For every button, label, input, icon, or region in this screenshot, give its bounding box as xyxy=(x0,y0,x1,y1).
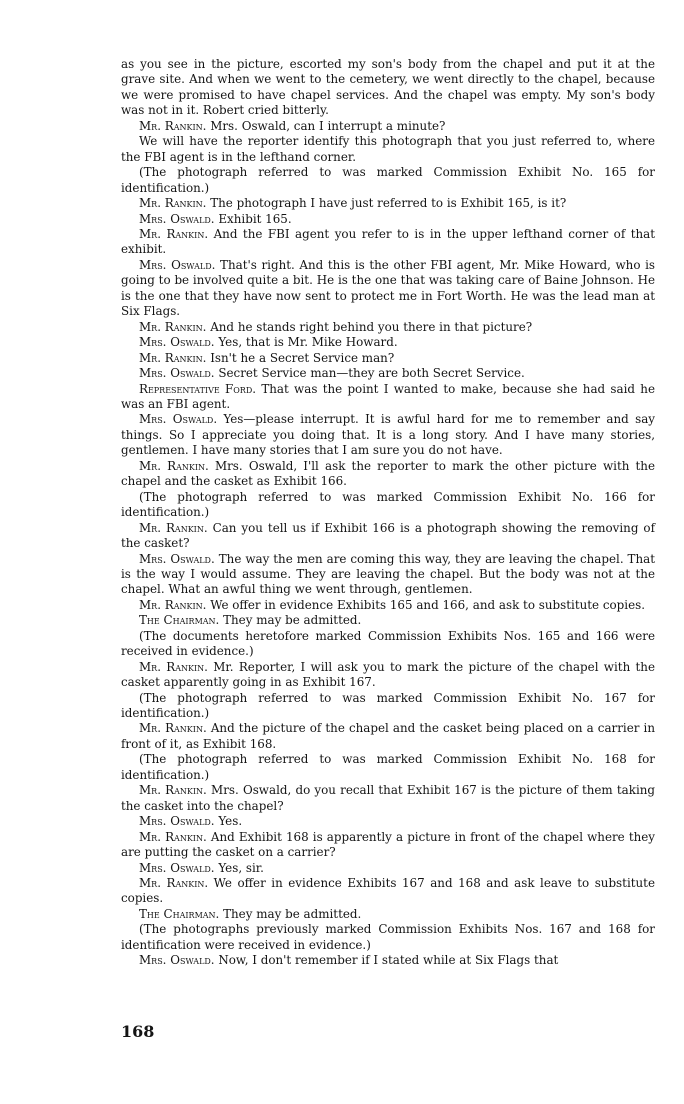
paragraph xyxy=(121,521,655,552)
paragraph-text: (The documents heretofore marked Commission Exhibits Nos. 165 and 166 were received in evidence.) xyxy=(121,628,655,659)
paragraph xyxy=(121,830,655,861)
speaker-label: Mr. Rankin. xyxy=(139,520,208,535)
transcript-body xyxy=(121,57,655,969)
paragraph xyxy=(121,196,655,211)
paragraph xyxy=(121,459,655,490)
speaker-label: Mrs. Oswald. xyxy=(139,551,215,566)
speaker-label: Representative Ford. xyxy=(139,381,257,396)
speaker-label: Mr. Rankin. xyxy=(139,196,207,211)
paragraph-text: They may be admitted. xyxy=(223,906,362,921)
speaker-label: Mrs. Oswald. xyxy=(139,814,215,829)
paragraph-text: (The photograph referred to was marked Commission Exhibit No. 166 for identification.) xyxy=(121,489,655,520)
paragraph xyxy=(121,134,655,165)
paragraph xyxy=(121,552,655,598)
paragraph xyxy=(121,119,655,134)
paragraph xyxy=(121,783,655,814)
paragraph-text: (The photograph referred to was marked Commission Exhibit No. 167 for identification.) xyxy=(121,690,655,721)
paragraph xyxy=(121,212,655,227)
speaker-label: Mrs. Oswald. xyxy=(139,412,218,427)
speaker-label: Mr. Rankin. xyxy=(139,876,209,891)
paragraph-text: That was the point I wanted to make, because she had said he was an FBI agent. xyxy=(121,381,655,411)
paragraph-text: Exhibit 165. xyxy=(218,211,292,226)
paragraph-text: as you see in the picture, escorted my son's body from the chapel and put it at the grave site. And when we went to the cemetery, we went directly to the chapel, because we were promised to have chapel services. And the chapel was empty. My son's body was not in it. Robert cried bitterly. xyxy=(121,57,655,118)
speaker-label: The Chairman. xyxy=(139,613,220,628)
page-number: 168 xyxy=(121,1022,155,1041)
paragraph xyxy=(121,907,655,922)
paragraph-text: Yes—please interrupt. It is awful hard for me to remember and say things. So I appreciate you doing that. It is a long story. And I have many stories, gentlemen. I have many stories that I am sure you do not have. xyxy=(121,412,655,458)
paragraph-text: Mrs. Oswald, I'll ask the reporter to mark the other picture with the chapel and the casket as Exhibit 166. xyxy=(121,458,655,489)
paragraph-text: They may be admitted. xyxy=(223,613,362,628)
paragraph-text: Now, I don't remember if I stated while at Six Flags that xyxy=(218,953,559,968)
paragraph-text: And Exhibit 168 is apparently a picture in front of the chapel where they are putting the casket on a carrier? xyxy=(121,829,656,860)
paragraph xyxy=(121,876,655,907)
speaker-label: Mr. Rankin. xyxy=(139,597,207,612)
paragraph-text: Mrs. Oswald, can I interrupt a minute? xyxy=(210,118,446,133)
paragraph-text: Mr. Reporter, I will ask you to mark the picture of the chapel with the casket apparently going in as Exhibit 167. xyxy=(121,659,655,690)
paragraph xyxy=(121,382,655,413)
speaker-label: The Chairman. xyxy=(139,906,220,921)
paragraph xyxy=(121,57,655,119)
paragraph-text: The photograph I have just referred to is Exhibit 165, is it? xyxy=(210,196,567,211)
paragraph xyxy=(121,598,655,613)
paragraph xyxy=(121,258,655,320)
paragraph xyxy=(121,752,655,783)
paragraph xyxy=(121,165,655,196)
paragraph-text: The way the men are coming this way, they are leaving the chapel. That is the way I would assume. They are leaving the chapel. But the body was not at the chapel. What an awful thing we went through, gentlemen. xyxy=(121,551,656,597)
paragraph-text: We offer in evidence Exhibits 167 and 168 and ask leave to substitute copies. xyxy=(121,876,655,906)
paragraph xyxy=(121,412,655,458)
paragraph-text: And the FBI agent you refer to is in the upper lefthand corner of that exhibit. xyxy=(121,226,655,257)
speaker-label: Mr. Rankin. xyxy=(139,319,207,334)
paragraph xyxy=(121,814,655,829)
paragraph-text: We offer in evidence Exhibits 165 and 166, and ask to substitute copies. xyxy=(210,597,646,612)
speaker-label: Mr. Rankin. xyxy=(139,350,207,365)
paragraph-text: That's right. And this is the other FBI agent, Mr. Mike Howard, who is going to be involved quite a bit. He is the one that was taking care of Baine Johnson. He is the one that they have now sent to protect me in Fort Worth. He was the lead man at Six Flags. xyxy=(121,257,656,319)
speaker-label: Mrs. Oswald. xyxy=(139,366,215,381)
speaker-label: Mr. Rankin. xyxy=(139,783,207,798)
paragraph-text: (The photographs previously marked Commission Exhibits Nos. 167 and 168 for identification were received in evidence.) xyxy=(121,922,655,952)
paragraph xyxy=(121,861,655,876)
paragraph xyxy=(121,613,655,628)
speaker-label: Mr. Rankin. xyxy=(139,458,209,473)
paragraph-text: Mrs. Oswald, do you recall that Exhibit 167 is the picture of them taking the casket into the chapel? xyxy=(121,783,656,813)
paragraph xyxy=(121,629,655,660)
speaker-label: Mr. Rankin. xyxy=(139,226,209,241)
paragraph xyxy=(121,366,655,381)
speaker-label: Mr. Rankin. xyxy=(139,659,208,674)
paragraph xyxy=(121,953,655,968)
paragraph-text: Yes, that is Mr. Mike Howard. xyxy=(218,335,398,350)
paragraph-text: And he stands right behind you there in that picture? xyxy=(210,319,533,334)
paragraph xyxy=(121,335,655,350)
speaker-label: Mrs. Oswald. xyxy=(139,257,216,272)
speaker-label: Mrs. Oswald. xyxy=(139,211,215,226)
speaker-label: Mr. Rankin. xyxy=(139,118,207,133)
paragraph xyxy=(121,227,655,258)
paragraph-text: (The photograph referred to was marked Commission Exhibit No. 165 for identification.) xyxy=(121,165,655,195)
paragraph-text: (The photograph referred to was marked Commission Exhibit No. 168 for identification.) xyxy=(121,752,655,782)
paragraph xyxy=(121,490,655,521)
speaker-label: Mrs. Oswald. xyxy=(139,860,215,875)
paragraph xyxy=(121,351,655,366)
speaker-label: Mr. Rankin. xyxy=(139,829,207,844)
paragraph xyxy=(121,922,655,953)
paragraph-text: Can you tell us if Exhibit 166 is a photograph showing the removing of the casket? xyxy=(121,520,655,551)
speaker-label: Mrs. Oswald. xyxy=(139,953,215,968)
paragraph-text: We will have the reporter identify this photograph that you just referred to, where the FBI agent is in the lefthand corner. xyxy=(121,134,655,164)
paragraph-text: And the picture of the chapel and the casket being placed on a carrier in front of it, as Exhibit 168. xyxy=(121,721,655,751)
speaker-label: Mr. Rankin. xyxy=(139,721,207,736)
paragraph xyxy=(121,691,655,722)
paragraph xyxy=(121,320,655,335)
paragraph-text: Isn't he a Secret Service man? xyxy=(210,350,395,365)
paragraph xyxy=(121,721,655,752)
paragraph-text: Secret Service man—they are both Secret Service. xyxy=(218,366,525,381)
paragraph xyxy=(121,660,655,691)
paragraph-text: Yes. xyxy=(218,814,243,829)
paragraph-text: Yes, sir. xyxy=(218,860,264,875)
speaker-label: Mrs. Oswald. xyxy=(139,335,215,350)
